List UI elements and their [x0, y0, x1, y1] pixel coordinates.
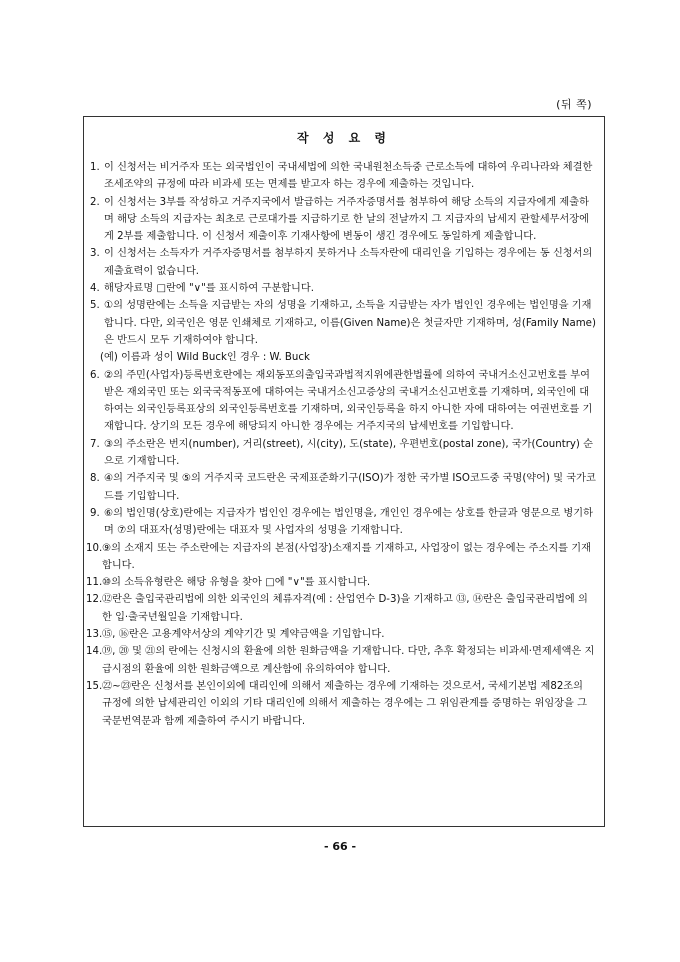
item-text: ②의 주민(사업자)등록번호란에는 재외동포의출입국과법적지위에관한법률에 의하여 국내거소신고번호를 부여받은 재외국민 또는 외국국적동포에 대하여는 국내거소신고증상의 국내거소신고번호를 기재하며, 외국인에 대하여는 외국인등록표상의 외국인등록번호를 기재하며, 외국인등록을 하지 아니한 자에 대하여는 여권번호를 기재합니다. 상기의 모든 경우에 해당되지 아니한 경우에는 거주지국의 납세번호를 기입합니다.: [104, 369, 593, 433]
item-number: 10.: [86, 542, 103, 554]
item-number: 7.: [90, 438, 100, 450]
item-text: 이 신청서는 3부를 작성하고 거주지국에서 발급하는 거주자증명서를 첨부하여 해당 소득의 지급자에게 제출하며 해당 소득의 지급자는 최초로 근로대가를 지급하기로 한 날의 전날까지 그 지급자의 납세지 관할세무서장에게 2부를 제출합니다. 이 신청서 제출이후 기재사항에 변동이 생긴 경우에도 동일하게 제출합니다.: [104, 196, 589, 243]
list-item: [90, 159, 596, 194]
back-side-label: (뒤 쪽): [556, 98, 592, 111]
item-text: ③의 주소란은 번지(number), 거리(street), 시(city), 도(state), 우편번호(postal zone), 국가(Country) 순으로 기재합니다.: [104, 438, 593, 468]
list-item: [90, 505, 596, 540]
list-item: [90, 436, 596, 471]
item-text: ④의 거주지국 및 ⑤의 거주지국 코드란은 국제표준화기구(ISO)가 정한 국가별 ISO코드중 국명(약어) 및 국가코드를 기입합니다.: [104, 473, 596, 502]
list-item: [86, 540, 596, 575]
item-text: ㉒~㉓란은 신청서를 본인이외에 대리인에 의해서 제출하는 경우에 기재하는 것으로서, 국세기본법 제82조의 규정에 의한 납세관리인 이외의 기타 대리인에 의해서 제출하는 경우에는 그 위임관계를 증명하는 위임장을 그 국문번역문과 함께 제출하여 주시기 바랍니다.: [102, 680, 587, 727]
item-text: 이 신청서는 비거주자 또는 외국법인이 국내세법에 의한 국내원천소득중 근로소득에 대하여 우리나라와 체결한 조세조약의 규정에 따라 비과세 또는 면제를 받고자 하는 경우에 제출하는 것입니다.: [104, 162, 593, 191]
instructions-title: 작 성 요 령: [297, 131, 391, 145]
list-item: [86, 591, 596, 626]
item-number: 5.: [90, 300, 100, 312]
page-number: - 66 -: [323, 840, 357, 853]
item-text: ⑫란은 출입국관리법에 의한 외국인의 체류자격(예 : 산업연수 D-3)을 기재하고 ⑬, ⑭란은 출입국관리법에 의한 입·출국년월일을 기재합니다.: [102, 594, 588, 623]
list-item: [90, 194, 596, 246]
list-item: [90, 367, 596, 436]
item-text: 해당자료명 □란에 "∨"를 표시하여 구분합니다.: [104, 283, 314, 295]
list-item: [90, 297, 596, 349]
item-text: ⑩의 소득유형란은 해당 유형을 찾아 □에 "∨"를 표시합니다.: [102, 577, 371, 589]
item-number: 14.: [86, 646, 103, 658]
item-number: 13.: [86, 629, 103, 641]
item-number: 9.: [90, 507, 100, 519]
list-item: [90, 245, 596, 280]
item-text: ⑥의 법인명(상호)란에는 지급자가 법인인 경우에는 법인명을, 개인인 경우에는 상호를 한글과 영문으로 병기하며 ⑦의 대표자(성명)란에는 대표자 및 사업자의 성명을 기재합니다.: [104, 507, 593, 537]
item-text: ①의 성명란에는 소득을 지급받는 자의 성명을 기재하고, 소득을 지급받는 자가 법인인 경우에는 법인명을 기재합니다. 다만, 외국인은 영문 인쇄체로 기재하고, 이름(Given Name)은 첫글자만 기재하며, 성(Family Name)은 반드시 모두 기재하여야 합니다.: [104, 300, 596, 346]
instructions-list: [86, 159, 596, 730]
item-text: ⑨의 소재지 또는 주소란에는 지급자의 본점(사업장)소재지를 기재하고, 사업장이 없는 경우에는 주소지를 기재합니다.: [102, 542, 591, 571]
list-item: [86, 678, 596, 730]
item-number: 11.: [86, 577, 103, 589]
name-example: (예) 이름과 성이 Wild Buck인 경우 : W. Buck: [100, 352, 310, 364]
item-number: 2.: [90, 196, 100, 208]
item-number: 15.: [86, 680, 103, 692]
item-number: 6.: [90, 369, 100, 381]
item-text: ⑮, ⑯란은 고용계약서상의 계약기간 및 계약금액을 기입합니다.: [102, 629, 385, 641]
item-number: 4.: [90, 283, 100, 295]
list-item: [90, 280, 596, 297]
list-item: [86, 643, 596, 678]
item-number: 12.: [86, 594, 103, 606]
item-number: 3.: [90, 248, 100, 260]
list-item: [86, 574, 596, 591]
instructions-box: [83, 116, 605, 827]
item-text: 이 신청서는 소득자가 거주자증명서를 첨부하지 못하거나 소득자란에 대리인을 기입하는 경우에는 동 신청서의 제출효력이 없습니다.: [104, 248, 593, 277]
item-number: 1.: [90, 162, 100, 173]
list-item: [86, 626, 596, 643]
list-item: [90, 470, 596, 505]
item-number: 8.: [90, 473, 100, 485]
item-text: ⑲, ⑳ 및 ㉑의 란에는 신청시의 환율에 의한 원화금액을 기재합니다. 다만, 추후 확정되는 비과세·면제세액은 지급시점의 환율에 의한 원화금액으로 계산함에 유의하여야 합니다.: [102, 646, 595, 675]
